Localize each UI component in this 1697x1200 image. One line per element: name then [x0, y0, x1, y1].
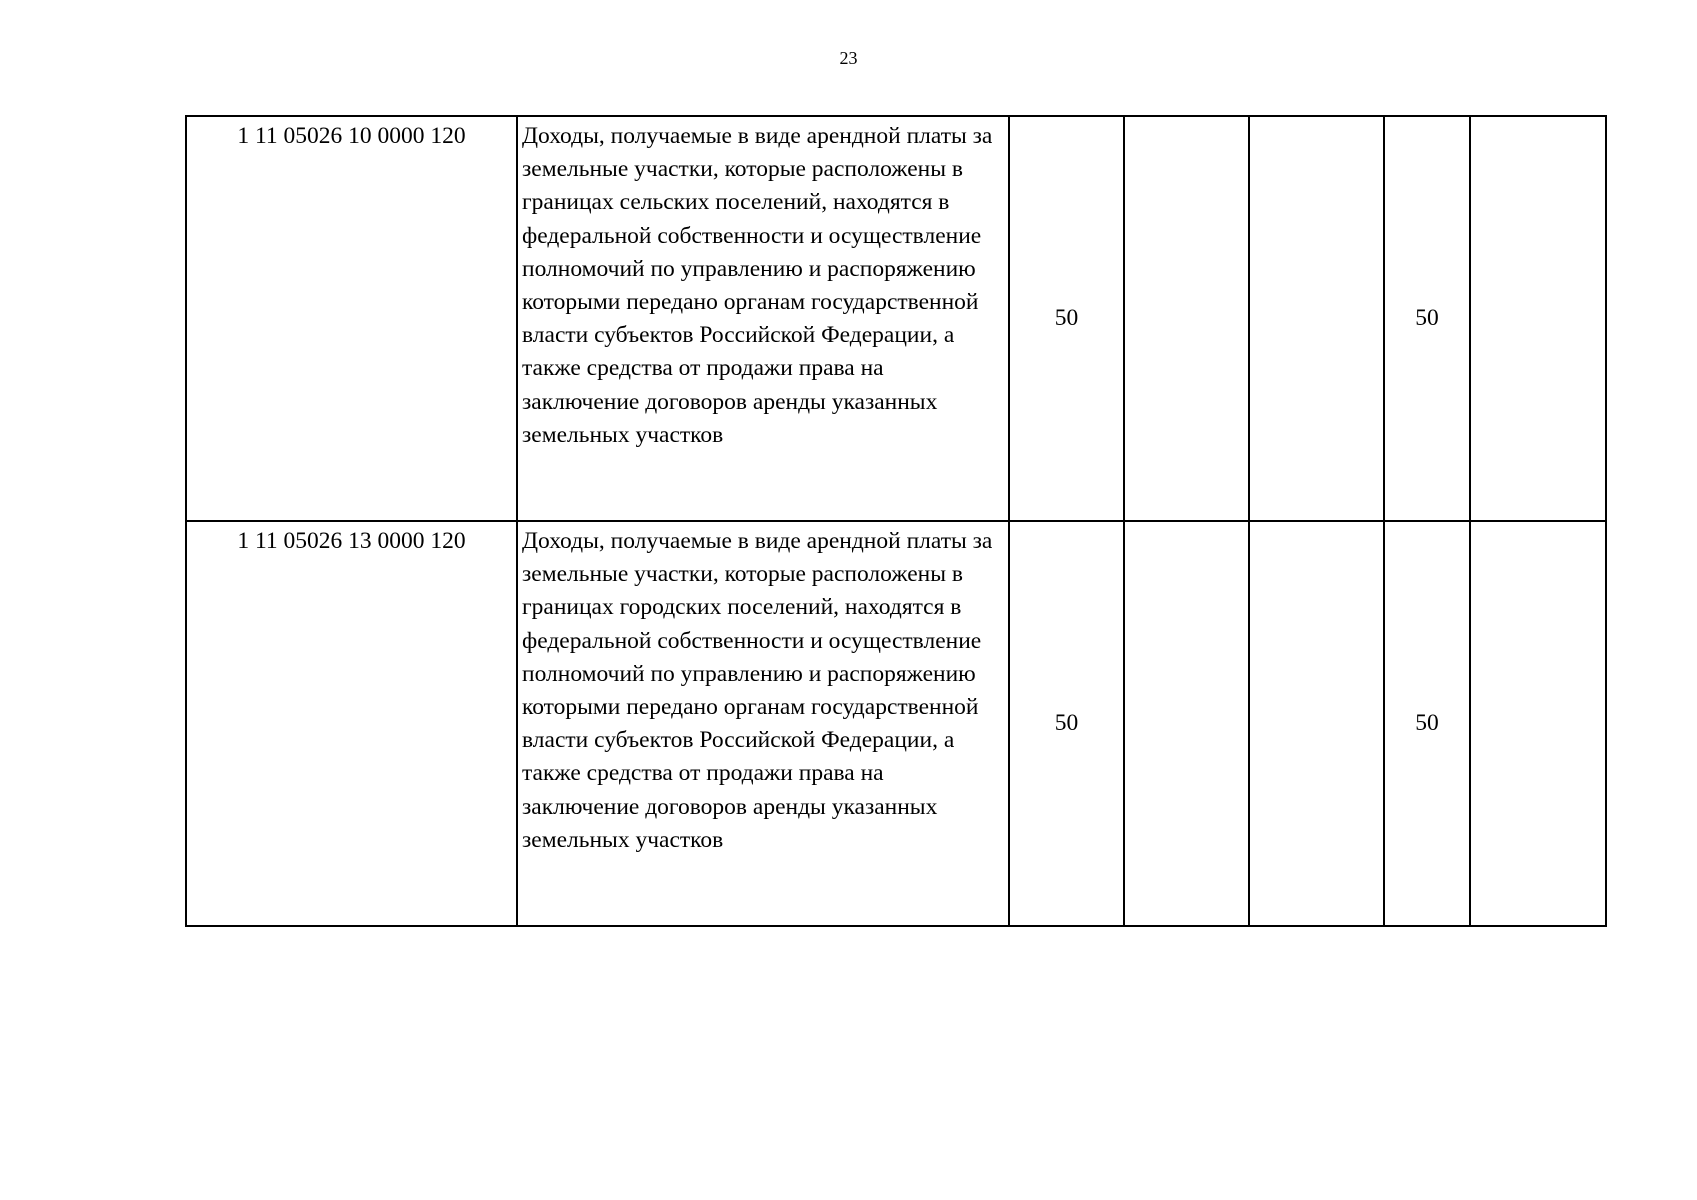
- value-cell-1: 50: [1009, 116, 1124, 521]
- table-row: [186, 116, 1606, 521]
- revenue-code-cell: 1 11 05026 13 0000 120: [186, 521, 517, 926]
- value-cell-1: 50: [1009, 521, 1124, 926]
- revenue-table: [185, 115, 1607, 927]
- value-cell-2: [1124, 116, 1249, 521]
- value-cell-3: [1249, 521, 1384, 926]
- page-number: 23: [839, 48, 858, 68]
- value-cell-4: 50: [1384, 521, 1470, 926]
- value-cell-5: [1470, 521, 1606, 926]
- value-cell-2: [1124, 521, 1249, 926]
- value-cell-5: [1470, 116, 1606, 521]
- value-cell-4: 50: [1384, 116, 1470, 521]
- revenue-name-cell: Доходы, получаемые в виде арендной платы за земельные участки, которые расположены в границах городских поселений, находятся в федеральной собственности и осуществление полномочий по управлению и распоряжению которыми передано органам государственной власти субъектов Российской Федерации, а также средства от продажи права на заключение договоров аренды указанных земельных участков: [517, 521, 1009, 926]
- value-cell-3: [1249, 116, 1384, 521]
- table-row: [186, 521, 1606, 926]
- revenue-code-cell: 1 11 05026 10 0000 120: [186, 116, 517, 521]
- revenue-name-cell: Доходы, получаемые в виде арендной платы за земельные участки, которые расположены в границах сельских поселений, находятся в федеральной собственности и осуществление полномочий по управлению и распоряжению которыми передано органам государственной власти субъектов Российской Федерации, а также средства от продажи права на заключение договоров аренды указанных земельных участков: [517, 116, 1009, 521]
